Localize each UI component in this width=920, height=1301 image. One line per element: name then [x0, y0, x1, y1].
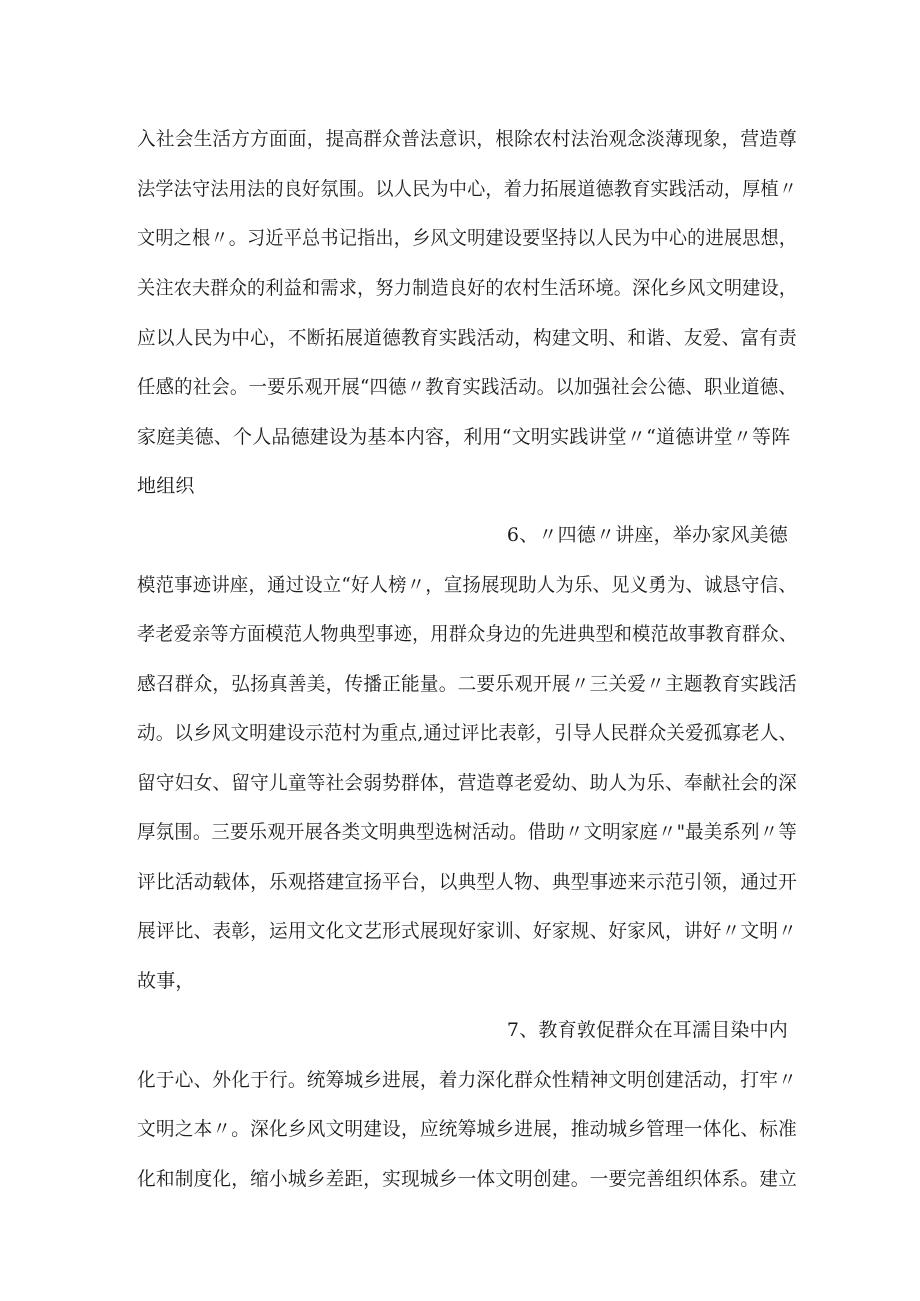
paragraph-line: 动。以乡风文明建设示范村为重点,通过评比表彰，引导人民群众关爱孤寡老人、 [137, 722, 798, 744]
paragraph-line: 厚氛围。三要乐观开展各类文明典型选树活动。借助〃文明家庭〃"最美系列〃等 [137, 821, 797, 843]
paragraph-line: 任感的社会。一要乐观开展“四德〃教育实践活动。以加强社会公德、职业道德、 [137, 376, 797, 398]
paragraph-line: 孝老爱亲等方面模范人物典型事迹，用群众身边的先进典型和模范故事教育群众、 [137, 623, 798, 645]
paragraph-line: 关注农夫群众的利益和需求，努力制造良好的农村生活环境。深化乡风文明建设， [137, 277, 798, 299]
section-heading-7: 7、教育敦促群众在耳濡目染中内 [506, 1019, 788, 1041]
paragraph-line: 留守妇女、留守儿童等社会弱势群体，营造尊老爱幼、助人为乐、奉献社会的深 [137, 772, 798, 794]
paragraph-line: 家庭美德、个人品德建设为基本内容，利用“文明实践讲堂〃“道德讲堂〃等阵 [137, 426, 791, 448]
paragraph-line: 应以人民为中心，不断拓展道德教育实践活动，构建文明、和谐、友爱、富有责 [137, 327, 798, 349]
paragraph-line: 感召群众，弘扬真善美，传播正能量。二要乐观开展〃三关爱〃主题教育实践活 [137, 673, 798, 695]
paragraph-line: 地组织 [137, 475, 195, 497]
paragraph-line: 文明之本〃。深化乡风文明建设，应统筹城乡进展，推动城乡管理一体化、标准 [137, 1118, 798, 1140]
section-heading-6: 6、〃四德〃讲座，举办家风美德 [506, 524, 788, 546]
paragraph-line: 故事， [137, 970, 195, 992]
paragraph-line: 模范事迹讲座，通过设立“好人榜〃，宣扬展现助人为乐、见义勇为、诚恳守信、 [137, 574, 797, 596]
paragraph-line: 法学法守法用法的良好氛围。以人民为中心，着力拓展道德教育实践活动，厚植〃 [137, 178, 798, 200]
paragraph-line: 入社会生活方方面面，提高群众普法意识，根除农村法治观念淡薄现象，营造尊 [137, 128, 798, 150]
paragraph-line: 评比活动载体，乐观搭建宣扬平台，以典型人物、典型事迹来示范引领，通过开 [137, 871, 798, 893]
paragraph-line: 化和制度化，缩小城乡差距，实现城乡一体文明创建。一要完善组织体系。建立 [137, 1168, 798, 1190]
paragraph-line: 化于心、外化于行。统筹城乡进展，着力深化群众性精神文明创建活动，打牢〃 [137, 1069, 798, 1091]
paragraph-line: 文明之根〃。习近平总书记指出，乡风文明建设要坚持以人民为中心的进展思想， [137, 227, 798, 249]
paragraph-line: 展评比、表彰，运用文化文艺形式展现好家训、好家规、好家风，讲好〃文明〃 [137, 920, 798, 942]
